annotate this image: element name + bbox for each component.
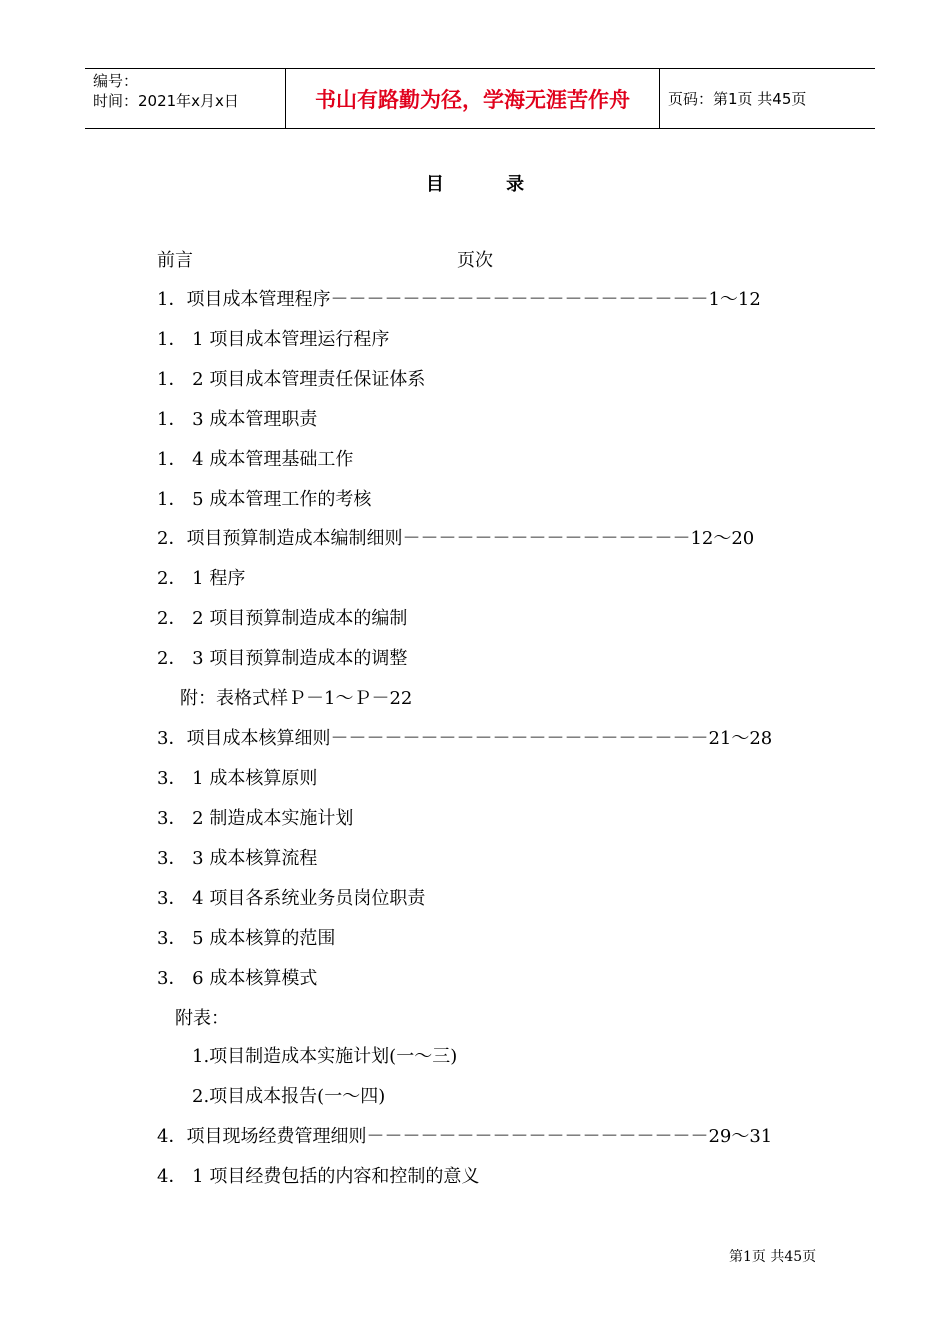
toc-entry: 3． 4 项目各系统业务员岗位职责 <box>157 888 426 909</box>
toc-entry: 1． 5 成本管理工作的考核 <box>157 489 372 510</box>
toc-entry: 2．项目预算制造成本编制细则－－－－－－－－－－－－－－－－12～20 <box>157 528 755 549</box>
toc-entry: 附表： <box>175 1008 229 1029</box>
page-header <box>85 68 875 129</box>
doc-number-label: 编号： <box>93 72 139 90</box>
doc-time-label: 时间：2021年x月x日 <box>93 92 239 110</box>
toc-entry: 1． 1 项目成本管理运行程序 <box>157 329 390 350</box>
page-footer: 第1页 共45页 <box>729 1249 817 1265</box>
toc-entry: 3． 1 成本核算原则 <box>157 768 318 789</box>
toc-entry: 2． 1 程序 <box>157 568 246 589</box>
header-meta <box>85 69 286 128</box>
toc-entry: 1.项目制造成本实施计划(一～三) <box>192 1046 458 1067</box>
header-page-info: 页码：第1页 共45页 <box>668 90 807 108</box>
toc-entry: 附：表格式样Ｐ－1～Ｐ－22 <box>180 688 413 709</box>
toc-entry: 3． 2 制造成本实施计划 <box>157 808 354 829</box>
toc-entry: 3．项目成本核算细则－－－－－－－－－－－－－－－－－－－－－21～28 <box>157 728 773 749</box>
toc-preface: 前言 <box>157 250 193 271</box>
toc-entry: 4．项目现场经费管理细则－－－－－－－－－－－－－－－－－－－29～31 <box>157 1126 773 1147</box>
toc-entry: 1． 2 项目成本管理责任保证体系 <box>157 369 426 390</box>
toc-entry: 4． 1 项目经费包括的内容和控制的意义 <box>157 1166 480 1187</box>
toc-entry: 3． 3 成本核算流程 <box>157 848 318 869</box>
toc-entry: 3． 6 成本核算模式 <box>157 968 318 989</box>
toc-entry: 2.项目成本报告(一～四) <box>192 1086 386 1107</box>
toc-entry: 2． 2 项目预算制造成本的编制 <box>157 608 408 629</box>
toc-entry: 1． 4 成本管理基础工作 <box>157 449 354 470</box>
toc-entry: 1． 3 成本管理职责 <box>157 409 318 430</box>
page-title: 目 录 <box>425 174 553 195</box>
header-motto: 书山有路勤为径，学海无涯苦作舟 <box>286 69 660 128</box>
toc-entry: 3． 5 成本核算的范围 <box>157 928 336 949</box>
toc-entry: 1．项目成本管理程序－－－－－－－－－－－－－－－－－－－－－1～12 <box>157 289 761 310</box>
toc-entry: 2． 3 项目预算制造成本的调整 <box>157 648 408 669</box>
toc-page-column-label: 页次 <box>457 250 493 271</box>
